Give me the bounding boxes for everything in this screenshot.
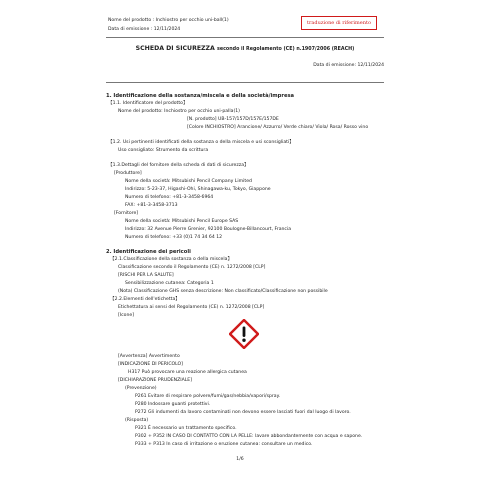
ghs-note: (Nota) Classificazione GHS senza descrizione: Non classificato/Classificazione non possibile	[118, 289, 328, 294]
subsection-2-1: 【2.1.Classificazione della sostanza o della miscela】	[110, 257, 233, 262]
running-header	[108, 16, 229, 34]
h317-statement: H317 Può provocare una reazione allergica cutanea	[128, 370, 247, 375]
subsection-1-1: 【1.1. Identificatore del prodotto】	[108, 101, 188, 106]
response-label: (Risposta)	[125, 418, 149, 423]
producer-label: [Produttore]	[114, 171, 142, 176]
hazard-statement-label: [INDICAZIONE DI PERICOLO]	[118, 362, 183, 367]
header-product-name: Nome del prodotto : Inchiostro per occhio uni-ball(1)	[108, 18, 229, 23]
p302-statement: P302 + P352 IN CASO DI CONTATTO CON LA PELLE: lavare abbondantemente con acqua e sapone.	[135, 434, 363, 439]
subsection-2-2: 【2.2.Elementi dell'etichetta】	[110, 297, 180, 302]
section-1-heading: 1. Identificazione della sostanza/miscela e della società/impresa	[106, 93, 295, 99]
classification: Classificazione secondo il Regolamento (CE) n. 1272/2008 [CLP]	[118, 265, 266, 270]
ink-colors: [Colore INCHIOSTRO] Arancione/ Azzurro/ Verde chiaro/ Viola/ Rosa/ Rosso vino	[187, 125, 369, 130]
issue-date: Data di emissione: 12/11/2024	[313, 63, 384, 68]
title-main: SCHEDA DI SICUREZZA	[135, 45, 215, 52]
prevention-label: (Prevenzione)	[125, 386, 157, 391]
p333-statement: P333 + P313 In caso di irritazione o eruzione cutanea: consultare un medico.	[135, 442, 313, 447]
supplier-name: Nome della società: Mitsubishi Pencil Europe SAS	[125, 219, 239, 224]
subsection-1-2: 【1.2. Usi pertinenti identificati della sostanza o della miscela e usi sconsigliati】	[108, 140, 294, 145]
translation-badge: traduzione di riferimento	[301, 16, 377, 30]
title-divider	[106, 82, 384, 83]
producer-phone: Numero di telefono: +81-3-3458-6964	[125, 195, 214, 200]
producer-name: Nome della società: Mitsubishi Pencil Company Limited	[125, 179, 252, 184]
signal-word: [Avvertenza] Avvertimento	[118, 354, 180, 359]
producer-fax: FAX: +81-3-3458-3713	[125, 203, 178, 208]
product-number: [N. prodotto] UB-157/157D/157E/157DE	[187, 117, 279, 122]
document-title	[106, 44, 384, 55]
supplier-phone: Numero di telefono: +33 (0)1 74 34 64 12	[125, 235, 223, 240]
p272-statement: P272 Gli indumenti da lavoro contaminati non devono essere lasciati fuori dal luogo di lavoro.	[135, 410, 351, 415]
p321-statement: P321 È necessario un trattamento specifico.	[135, 426, 237, 431]
section-2-heading: 2. Identificazione dei pericoli	[106, 249, 191, 255]
recommended-use: Uso consigliato: Strumento da scrittura	[118, 148, 209, 153]
product-name: Nome del prodotto: Inchiostro per occhio uni-palla(1)	[118, 109, 240, 114]
exclamation-mark-pictogram-icon	[229, 319, 259, 349]
icons-label: [Icone]	[118, 313, 135, 318]
header-divider	[106, 37, 384, 38]
p280-statement: P280 Indossare guanti protettivi.	[135, 402, 211, 407]
skin-sensitization: Sensibilizzazione cutanea: Categoria 1	[125, 281, 214, 286]
supplier-label: [Fornitore]	[114, 211, 139, 216]
title-regulation: secondo il Regolamento (CE) n.1907/2006 (REACH)	[216, 47, 355, 52]
p261-statement: P261 Evitare di respirare polvere/fumi/gas/nebbia/vapori/spray.	[135, 394, 281, 399]
health-risks-label: [RISCHI PER LA SALUTE]	[118, 273, 174, 278]
subsection-1-3: 【1.3.Dettagli del fornitore della scheda di dati di sicurezza】	[108, 163, 249, 168]
labelling: Etichettatura ai sensi del Regolamento (CE) n. 1272/2008 [CLP]	[118, 305, 265, 310]
header-issue-date: Data di emissione : 12/11/2024	[108, 27, 181, 32]
producer-address: Indirizzo: 5-23-37, Higashi-Ohi, Shinagawa-ku, Tokyo, Giappone	[125, 187, 271, 192]
precautionary-label: [DICHIARAZIONE PRUDENZIALE]	[118, 378, 193, 383]
supplier-address: Indirizzo: 32 Avenue Pierre Grenier, 92100 Boulogne-Billancourt, Francia	[125, 227, 292, 232]
page-number: 1/6	[236, 457, 244, 462]
